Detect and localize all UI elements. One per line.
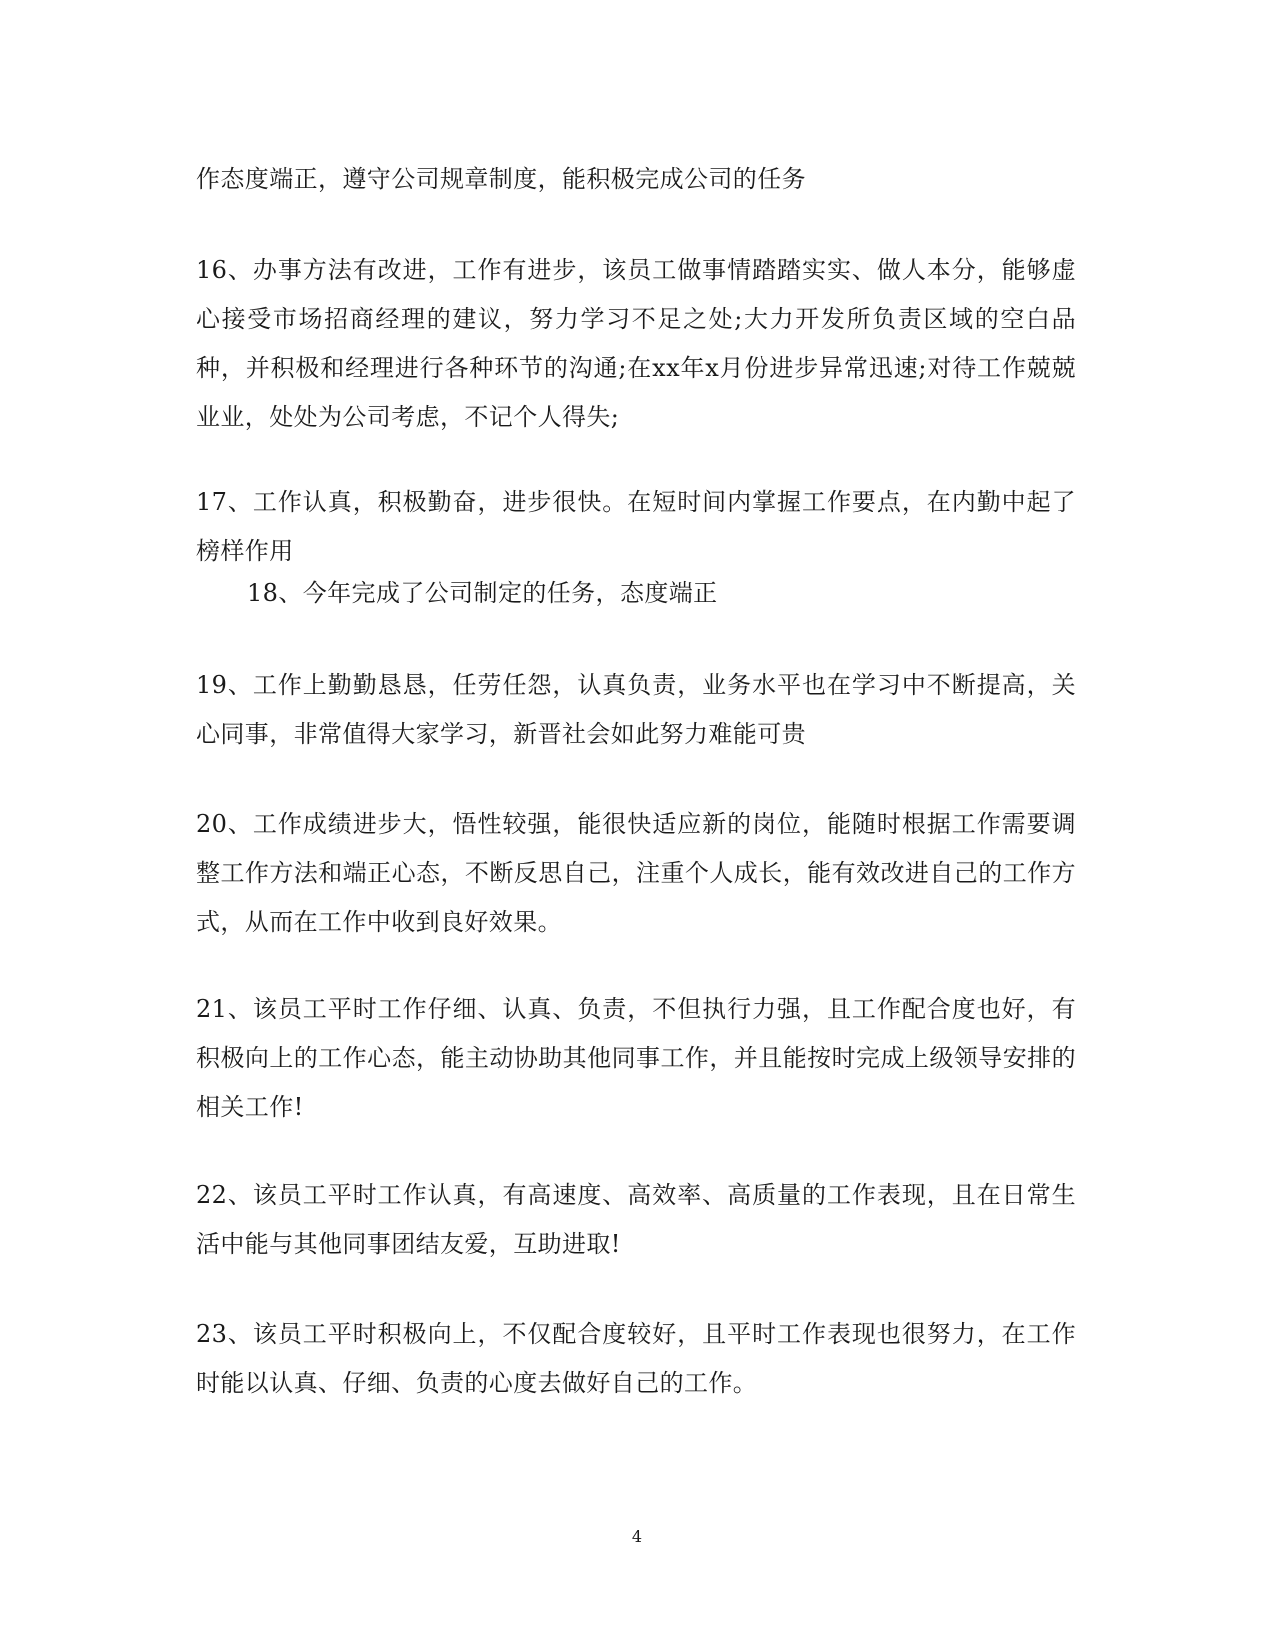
paragraph-item-21: 21、该员工平时工作仔细、认真、负责，不但执行力强，且工作配合度也好，有积极向上的工作心态，能主动协助其他同事工作，并且能按时完成上级领导安排的相关工作! — [196, 995, 1076, 1121]
paragraph-item-22: 22、该员工平时工作认真，有高速度、高效率、高质量的工作表现，且在日常生活中能与其他同事团结友爱，互助进取! — [196, 1181, 1076, 1258]
paragraph-item-17: 17、工作认真，积极勤奋，进步很快。在短时间内掌握工作要点，在内勤中起了榜样作用 — [196, 488, 1076, 565]
paragraph-item-20: 20、工作成绩进步大，悟性较强，能很快适应新的岗位，能随时根据工作需要调整工作方法和端正心态，不断反思自己，注重个人成长，能有效改进自己的工作方式，从而在工作中收到良好效果。 — [196, 810, 1076, 936]
paragraph-item-16: 16、办事方法有改进，工作有进步，该员工做事情踏踏实实、做人本分，能够虚心接受市场招商经理的建议，努力学习不足之处;大力开发所负责区域的空白品种，并积极和经理进行各种环节的沟通;在xx年x月份进步异常迅速;对待工作兢兢业业，处处为公司考虑，不记个人得失; — [196, 256, 1076, 431]
page-number: 4 — [631, 1527, 643, 1546]
paragraph-item-19: 19、工作上勤勤恳恳，任劳任怨，认真负责，业务水平也在学习中不断提高，关心同事，非常值得大家学习，新晋社会如此努力难能可贵 — [196, 671, 1076, 748]
paragraph-continuation: 作态度端正，遵守公司规章制度，能积极完成公司的任务 — [196, 165, 806, 193]
paragraph-item-18: 18、今年完成了公司制定的任务，态度端正 — [247, 579, 718, 607]
paragraph-item-23: 23、该员工平时积极向上，不仅配合度较好，且平时工作表现也很努力，在工作时能以认真、仔细、负责的心度去做好自己的工作。 — [196, 1320, 1076, 1397]
